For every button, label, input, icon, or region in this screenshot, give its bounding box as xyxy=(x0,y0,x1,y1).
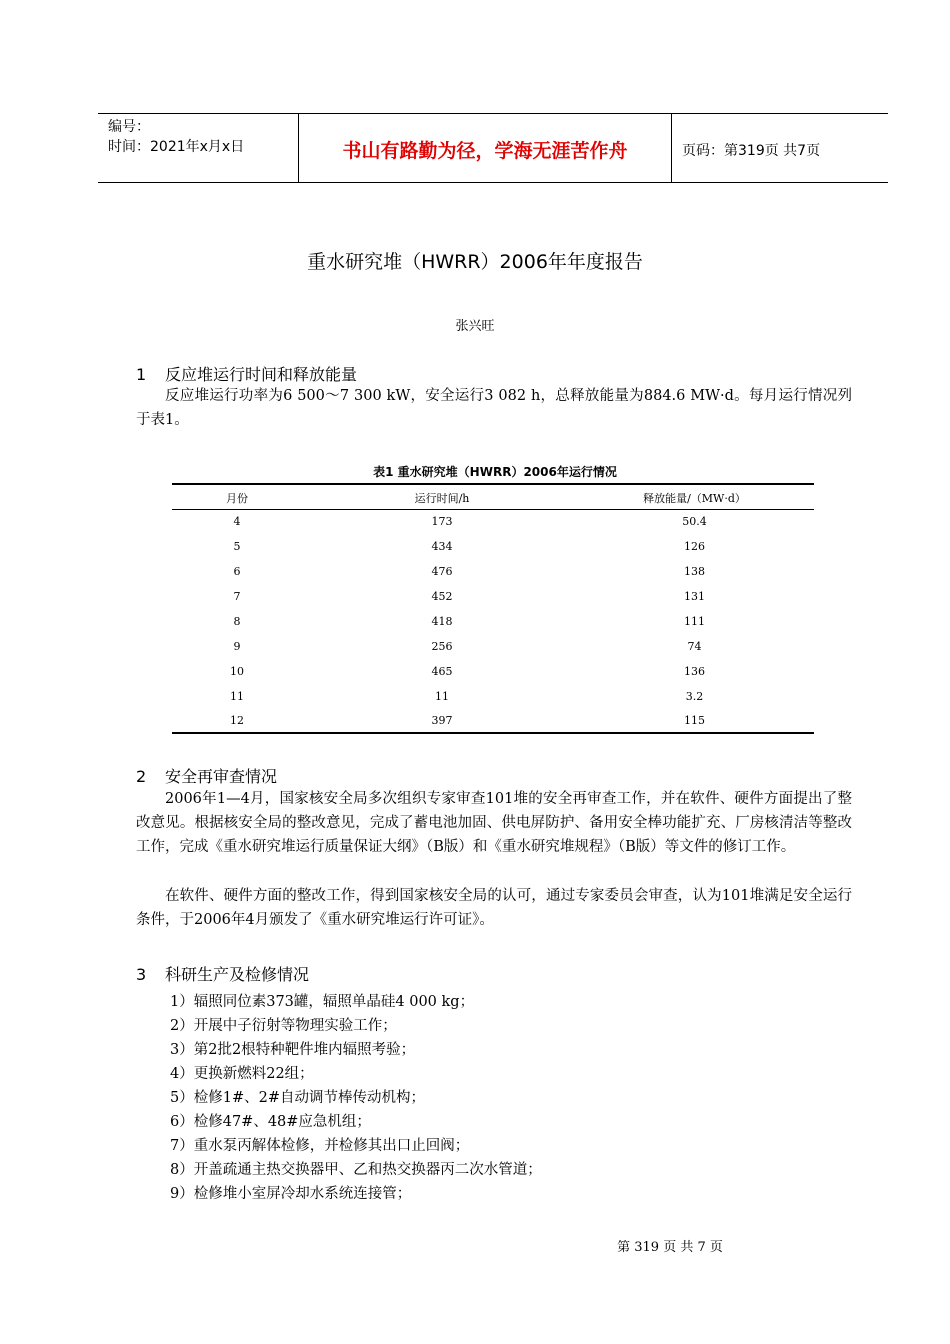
list-item: 2）开展中子衍射等物理实验工作； xyxy=(170,1018,397,1034)
document-title: 重水研究堆（HWRR）2006年年度报告 xyxy=(307,251,643,273)
document-author: 张兴旺 xyxy=(455,319,495,334)
table-header-energy: 释放能量/（MW·d） xyxy=(643,492,746,505)
section-number: 3 xyxy=(136,965,147,984)
cell-month: 11 xyxy=(230,690,244,703)
page-footer: 第 319 页 共 7 页 xyxy=(617,1240,723,1255)
header-right-cell xyxy=(672,114,888,182)
cell-energy: 131 xyxy=(684,590,705,603)
table-header-month: 月份 xyxy=(226,492,248,505)
cell-hours: 11 xyxy=(435,690,449,703)
header-middle-cell xyxy=(299,114,672,182)
section-2-paragraph-2: 在软件、硬件方面的整改工作，得到国家核安全局的认可，通过专家委员会审查，认为101堆满足安全运行条件，于2006年4月颁发了《重水研究堆运行许可证》。 xyxy=(136,888,852,928)
cell-energy: 136 xyxy=(684,665,705,678)
cell-energy: 126 xyxy=(684,540,705,553)
section-number: 2 xyxy=(136,767,147,786)
list-item: 7）重水泵丙解体检修，并检修其出口止回阀； xyxy=(170,1138,470,1154)
table-header-hours: 运行时间/h xyxy=(414,492,470,505)
list-item: 5）检修1#、2#自动调节棒传动机构； xyxy=(170,1090,425,1106)
cell-month: 8 xyxy=(233,615,241,628)
table-caption: 表1 重水研究堆（HWRR）2006年运行情况 xyxy=(373,465,617,479)
cell-hours: 397 xyxy=(431,714,453,727)
cell-energy: 111 xyxy=(684,615,705,628)
list-item: 9）检修堆小室屏冷却水系统连接管； xyxy=(170,1186,412,1202)
list-item: 6）检修47#、48#应急机组； xyxy=(170,1114,371,1130)
section-3-heading xyxy=(136,962,309,985)
cell-month: 7 xyxy=(233,590,241,603)
header-left-cell xyxy=(98,114,299,182)
cell-hours: 476 xyxy=(431,565,453,578)
page-header xyxy=(98,113,888,183)
cell-month: 10 xyxy=(230,665,244,678)
cell-month: 9 xyxy=(233,640,241,653)
cell-month: 12 xyxy=(230,714,244,727)
section-1-heading xyxy=(136,362,357,385)
cell-hours: 418 xyxy=(431,615,453,628)
code-label: 编号： xyxy=(108,119,150,135)
cell-energy: 115 xyxy=(684,714,705,727)
cell-hours: 256 xyxy=(431,640,453,653)
cell-energy: 3.2 xyxy=(685,690,704,703)
cell-hours: 434 xyxy=(431,540,453,553)
cell-hours: 465 xyxy=(431,665,453,678)
section-2-heading xyxy=(136,764,277,787)
section-title: 安全再审查情况 xyxy=(165,767,278,786)
header-page-info: 页码：第319页 共7页 xyxy=(682,143,821,159)
list-item: 8）开盖疏通主热交换器甲、乙和热交换器丙二次水管道； xyxy=(170,1162,542,1178)
list-item: 3）第2批2根特种靶件堆内辐照考验； xyxy=(170,1042,416,1058)
table-header-rule xyxy=(172,509,814,510)
section-number: 1 xyxy=(136,365,147,384)
table-bottom-rule xyxy=(172,732,814,734)
table-top-rule xyxy=(172,483,814,485)
list-item: 1）辐照同位素373罐，辐照单晶硅4 000 kg； xyxy=(170,994,475,1010)
cell-energy: 138 xyxy=(684,565,705,578)
cell-month: 5 xyxy=(233,540,241,553)
header-motto: 书山有路勤为径，学海无涯苦作舟 xyxy=(342,140,628,162)
section-title: 科研生产及检修情况 xyxy=(165,965,310,984)
section-2-paragraph-1: 2006年1—4月，国家核安全局多次组织专家审查101堆的安全再审查工作，并在软件、硬件方面提出了整改意见。根据核安全局的整改意见，完成了蓄电池加固、供电屏防护、备用安全棒功能扩充、厂房核清洁等整改工作，完成《重水研究堆运行质量保证大纲》（B版）和《重水研究堆规程》（B版）等文件的修订工作。 xyxy=(136,791,852,855)
section-1-paragraph: 反应堆运行功率为6 500～7 300 kW，安全运行3 082 h，总释放能量为884.6 MW·d。每月运行情况列于表1。 xyxy=(136,388,852,428)
section-title: 反应堆运行时间和释放能量 xyxy=(165,365,358,384)
cell-hours: 452 xyxy=(431,590,453,603)
list-item: 4）更换新燃料22组； xyxy=(170,1066,314,1082)
cell-energy: 74 xyxy=(687,640,702,653)
cell-month: 4 xyxy=(233,515,241,528)
time-label: 时间：2021年x月x日 xyxy=(108,139,245,155)
cell-energy: 50.4 xyxy=(682,515,707,528)
cell-month: 6 xyxy=(233,565,241,578)
cell-hours: 173 xyxy=(431,515,453,528)
